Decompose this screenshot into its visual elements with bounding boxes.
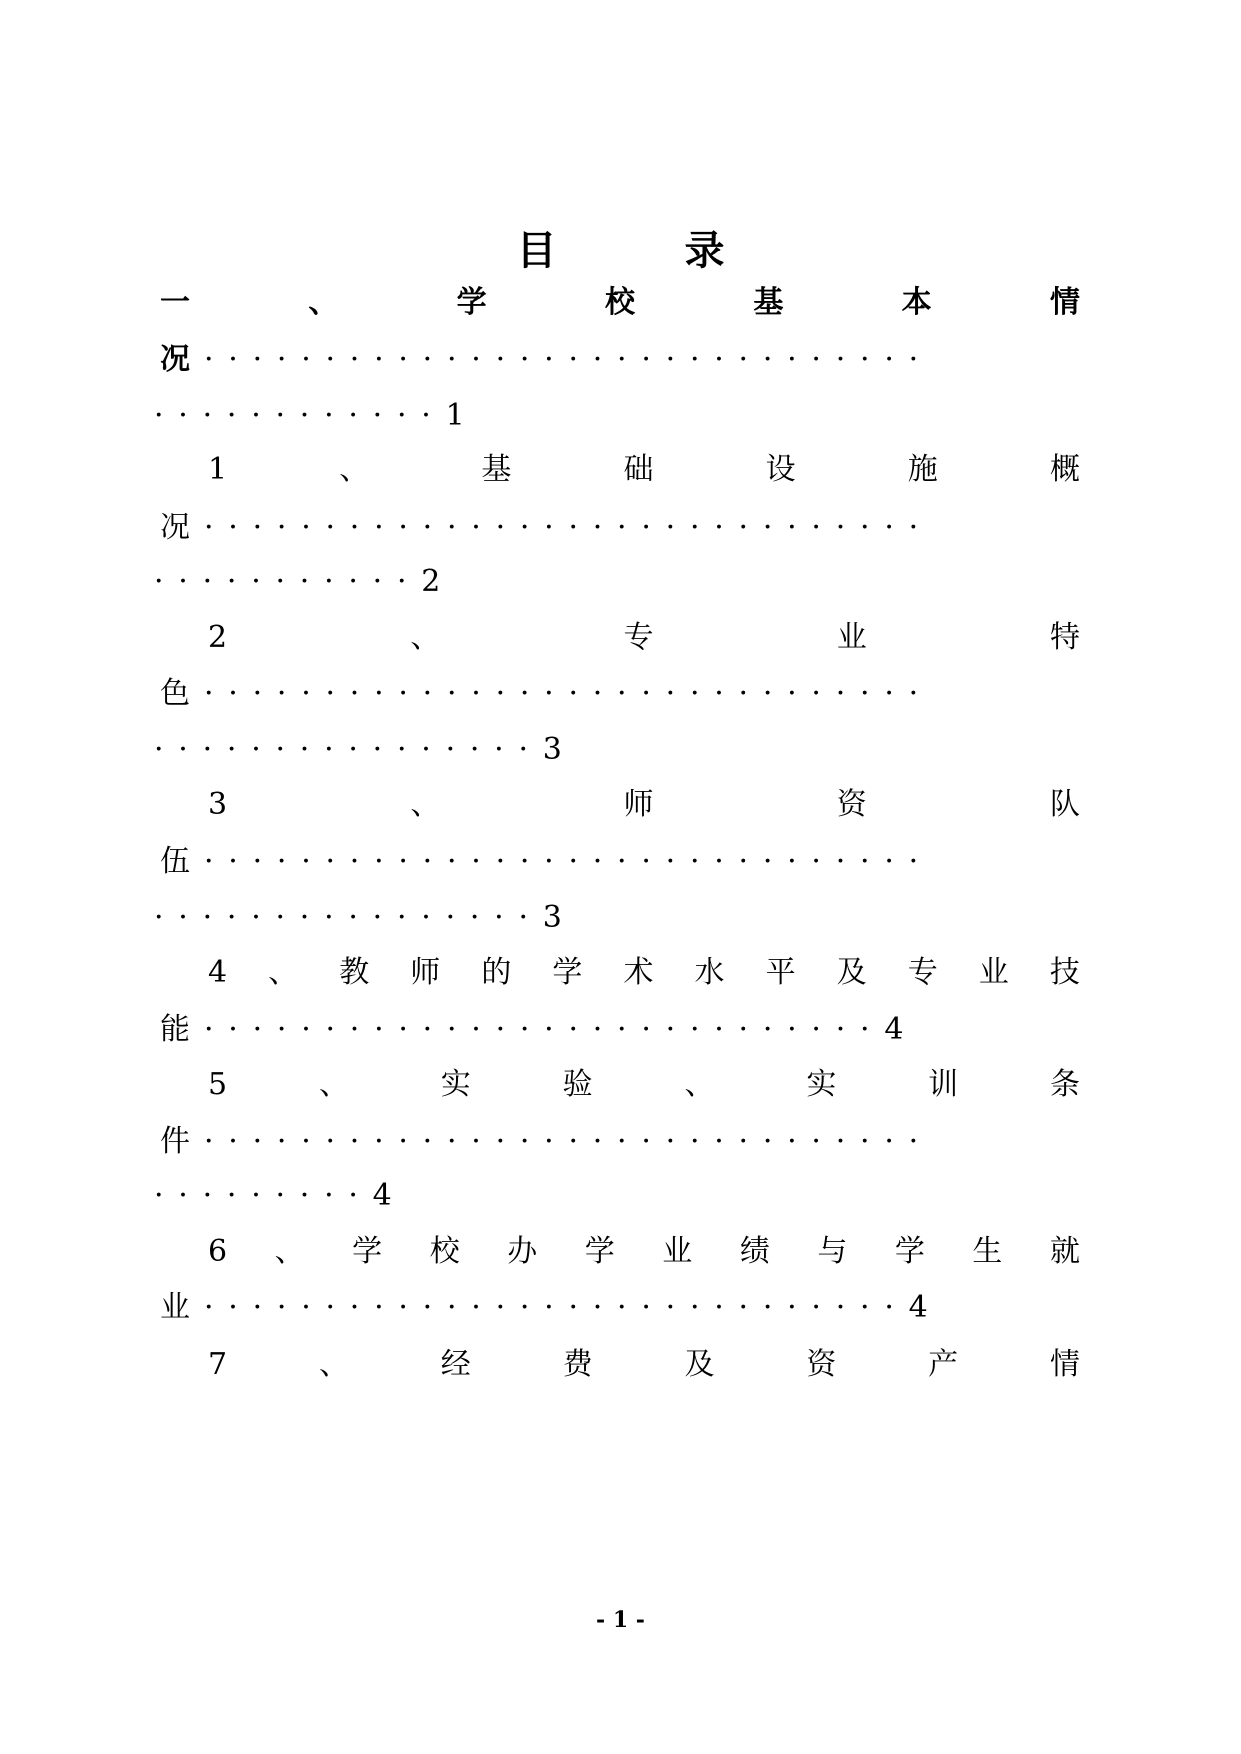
toc-heading-char: 水 bbox=[694, 955, 725, 990]
toc-heading-tail: 业 bbox=[160, 1290, 190, 1325]
toc-heading-char: 础 bbox=[623, 452, 654, 487]
toc-heading-char: 、 bbox=[318, 1067, 349, 1102]
toc-heading-char: 实 bbox=[806, 1067, 837, 1102]
toc-heading-char: 特 bbox=[1049, 620, 1080, 655]
toc-heading-char: 、 bbox=[308, 285, 339, 320]
toc-heading-char: 与 bbox=[817, 1234, 848, 1269]
toc-heading-char: 业 bbox=[836, 620, 867, 655]
toc-entry-leader-cont[interactable] bbox=[154, 562, 1080, 602]
toc-heading-char: 师 bbox=[623, 787, 654, 822]
toc-entry-leader[interactable] bbox=[160, 1288, 1080, 1328]
toc-heading-char: 验 bbox=[562, 1067, 593, 1102]
toc-heading-char: 费 bbox=[562, 1347, 593, 1382]
dot-leader: · · · · · · · · · · · · · · · · bbox=[154, 732, 528, 767]
toc-title-char-1: 目 bbox=[516, 227, 557, 274]
toc-heading-char: 7 bbox=[208, 1347, 228, 1382]
toc-heading-char: 及 bbox=[836, 955, 867, 990]
toc-heading-char: 、 bbox=[339, 452, 370, 487]
toc-entry-heading[interactable] bbox=[160, 450, 1080, 490]
toc-heading-tail: 况 bbox=[160, 510, 190, 545]
toc-heading-char: 办 bbox=[507, 1234, 538, 1269]
toc-entry-leader-cont[interactable] bbox=[154, 730, 1080, 770]
toc-entry-heading[interactable] bbox=[160, 953, 1080, 993]
toc-heading-tail: 伍 bbox=[160, 844, 190, 879]
toc-heading-tail: 能 bbox=[160, 1012, 190, 1047]
dot-leader: · · · · · · · · · · · bbox=[154, 564, 407, 599]
toc-heading-char: 学 bbox=[584, 1234, 615, 1269]
dot-leader: · · · · · · · · · · · · · · · · · · · · · · · · · · · · bbox=[204, 1012, 870, 1047]
toc-heading-char: 、 bbox=[684, 1067, 715, 1102]
toc-heading-char: 专 bbox=[907, 955, 938, 990]
toc-entry-leader[interactable] bbox=[160, 1122, 1080, 1162]
toc-heading-char: 训 bbox=[928, 1067, 959, 1102]
dot-leader: · · · · · · · · · · · · · · · · · · · · · · · · · · · · · · bbox=[204, 844, 919, 879]
toc-heading-tail: 件 bbox=[160, 1124, 190, 1159]
toc-heading-char: 概 bbox=[1049, 452, 1080, 487]
toc-heading-char: 校 bbox=[604, 285, 635, 320]
toc-entry-heading[interactable] bbox=[160, 785, 1080, 825]
toc-heading-char: 条 bbox=[1050, 1067, 1080, 1102]
toc-heading-char: 资 bbox=[806, 1347, 837, 1382]
toc-heading-char: 的 bbox=[481, 955, 512, 990]
dot-leader: · · · · · · · · · · · · · · · · · · · · · · · · · · · · · bbox=[204, 1290, 894, 1325]
toc-heading-char: 教 bbox=[339, 955, 370, 990]
toc-entry-leader[interactable] bbox=[160, 842, 1080, 882]
toc-entry-leader-cont[interactable] bbox=[154, 1176, 1080, 1216]
dot-leader: · · · · · · · · · · · · · · · · · · · · · · · · · · · · · · bbox=[204, 1124, 919, 1159]
toc-heading-char: 学 bbox=[456, 285, 487, 320]
toc-page-number: 3 bbox=[542, 732, 562, 767]
toc-page-number: 4 bbox=[908, 1290, 928, 1325]
toc-heading-char: 业 bbox=[662, 1234, 693, 1269]
toc-heading-char: 经 bbox=[440, 1347, 471, 1382]
toc-heading-char: 、 bbox=[268, 955, 299, 990]
toc-heading-char: 师 bbox=[410, 955, 441, 990]
toc-heading-char: 6 bbox=[208, 1234, 228, 1269]
toc-entry-heading[interactable] bbox=[160, 618, 1080, 658]
toc-heading-char: 、 bbox=[274, 1234, 305, 1269]
toc-heading-char: 5 bbox=[208, 1067, 228, 1102]
toc-heading-char: 情 bbox=[1049, 285, 1080, 320]
dot-leader: · · · · · · · · · · · · · · · · · · · · · · · · · · · · · · bbox=[204, 676, 919, 711]
toc-page-number: 3 bbox=[542, 900, 562, 935]
toc-heading-char: 、 bbox=[410, 787, 441, 822]
toc-heading-char: 一 bbox=[160, 285, 190, 320]
toc-heading-char: 学 bbox=[894, 1234, 925, 1269]
toc-heading-char: 产 bbox=[928, 1347, 959, 1382]
toc-entry-leader[interactable] bbox=[160, 1010, 1080, 1050]
toc-entry-heading[interactable] bbox=[160, 283, 1080, 323]
toc-entry-leader[interactable] bbox=[160, 340, 1080, 380]
toc-heading-char: 基 bbox=[481, 452, 512, 487]
toc-heading-char: 业 bbox=[978, 955, 1009, 990]
page-number: - 1 - bbox=[596, 1607, 645, 1633]
toc-heading-char: 绩 bbox=[739, 1234, 770, 1269]
toc-heading-tail: 色 bbox=[160, 676, 190, 711]
toc-heading-char: 4 bbox=[208, 955, 228, 990]
toc-heading-char: 情 bbox=[1050, 1347, 1080, 1382]
toc-page-number: 4 bbox=[372, 1178, 392, 1213]
toc-heading-char: 校 bbox=[429, 1234, 460, 1269]
toc-entry-heading[interactable] bbox=[160, 1232, 1080, 1272]
toc-heading-char: 技 bbox=[1049, 955, 1080, 990]
toc-heading-char: 设 bbox=[765, 452, 796, 487]
toc-heading-char: 生 bbox=[972, 1234, 1003, 1269]
toc-heading-char: 实 bbox=[440, 1067, 471, 1102]
toc-heading-char: 及 bbox=[684, 1347, 715, 1382]
toc-entry-leader[interactable] bbox=[160, 674, 1080, 714]
toc-heading-char: 平 bbox=[765, 955, 796, 990]
toc-entry-leader[interactable] bbox=[160, 508, 1080, 548]
toc-title-char-2: 录 bbox=[684, 227, 725, 274]
toc-title bbox=[0, 226, 1241, 276]
toc-heading-char: 、 bbox=[410, 620, 441, 655]
toc-page-number: 1 bbox=[445, 398, 465, 433]
toc-heading-char: 、 bbox=[318, 1347, 349, 1382]
toc-heading-char: 专 bbox=[623, 620, 654, 655]
dot-leader: · · · · · · · · · bbox=[154, 1178, 358, 1213]
dot-leader: · · · · · · · · · · · · · · · · · · · · · · · · · · · · · · bbox=[204, 342, 919, 377]
toc-heading-char: 2 bbox=[208, 620, 228, 655]
toc-heading-char: 3 bbox=[208, 787, 228, 822]
toc-entry-heading[interactable] bbox=[160, 1345, 1080, 1385]
dot-leader: · · · · · · · · · · · · · · · · · · · · · · · · · · · · · · bbox=[204, 510, 919, 545]
toc-heading-char: 就 bbox=[1049, 1234, 1080, 1269]
toc-heading-char: 1 bbox=[208, 452, 228, 487]
toc-heading-char: 学 bbox=[552, 955, 583, 990]
toc-heading-char: 基 bbox=[753, 285, 784, 320]
toc-page-number: 2 bbox=[421, 564, 441, 599]
toc-heading-tail: 况 bbox=[160, 342, 190, 377]
toc-heading-char: 资 bbox=[836, 787, 867, 822]
dot-leader: · · · · · · · · · · · · bbox=[154, 398, 431, 433]
toc-heading-char: 本 bbox=[901, 285, 932, 320]
toc-page-number: 4 bbox=[884, 1012, 904, 1047]
toc-heading-char: 施 bbox=[907, 452, 938, 487]
toc-entry-leader-cont[interactable] bbox=[154, 396, 1080, 436]
toc-heading-char: 队 bbox=[1049, 787, 1080, 822]
toc-entry-leader-cont[interactable] bbox=[154, 898, 1080, 938]
dot-leader: · · · · · · · · · · · · · · · · bbox=[154, 900, 528, 935]
toc-entry-heading[interactable] bbox=[160, 1065, 1080, 1105]
toc-heading-char: 学 bbox=[352, 1234, 383, 1269]
toc-heading-char: 术 bbox=[623, 955, 654, 990]
